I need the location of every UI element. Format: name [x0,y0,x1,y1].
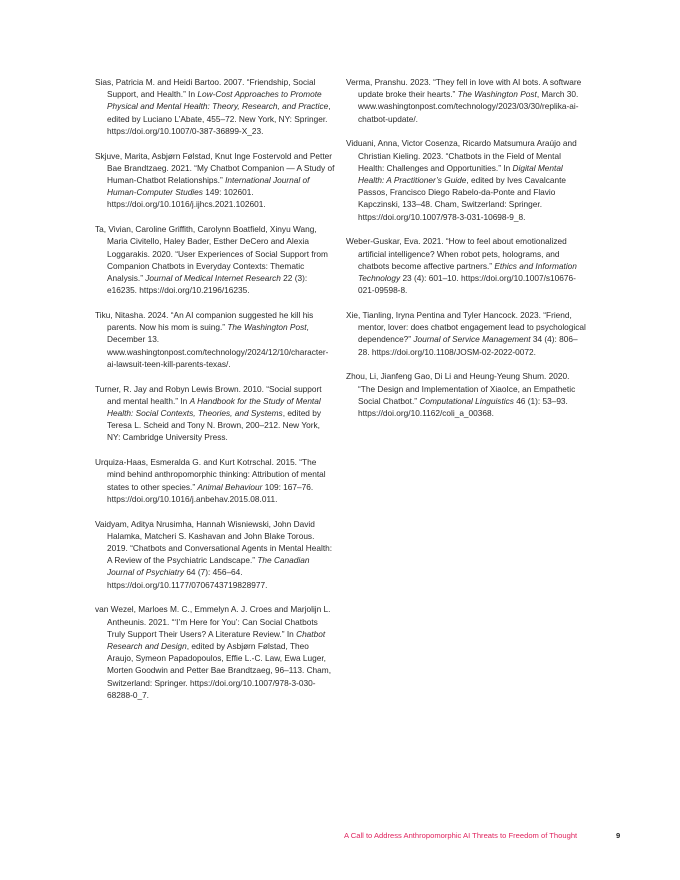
page-number: 9 [616,831,621,840]
references-left-column [95,76,335,714]
reference-entry: Verma, Pranshu. 2023. “They fell in love with AI bots. A software update broke their hearts.” The Washington Post, March 30. www.washingtonpost.com/technology/2023/03/30/replika-ai-chatbot-update/. [346,77,582,124]
reference-entry: Viduani, Anna, Victor Cosenza, Ricardo Matsumura Araújo and Christian Kieling. 2023. “Chatbots in the Field of Mental Health: Challenges and Opportunities.” In Digital Mental Health: A Practitioner’s Guide, edited by Ives Cavalcante Passos, Francisco Diego Rabelo-da-Ponte and Flavio Kapczinski, 133–48. Cham, Switzerland: Springer. https://doi.org/10.1007/978-3-031-10698-9_8. [346,138,577,222]
reference-entry: Sias, Patricia M. and Heidi Bartoo. 2007. “Friendship, Social Support, and Health.” In Low-Cost Approaches to Promote Physical and Mental Health: Theory, Research, and Practice, edited by Luciano L’Abate, 455–72. New York, NY: Springer. https://doi.org/10.1007/0-387-36899-X_23. [95,77,331,136]
reference-entry: Zhou, Li, Jianfeng Gao, Di Li and Heung-Yeung Shum. 2020. “The Design and Implementation of XiaoIce, an Empathetic Social Chatbot.” Computational Linguistics 46 (1): 53–93. https://doi.org/10.1162/coli_a_00368. [346,371,576,419]
references-right-column [346,76,586,432]
reference-entry: Turner, R. Jay and Robyn Lewis Brown. 2010. “Social support and mental health.” In A Handbook for the Study of Mental Health: Social Contexts, Theories, and Systems, edited by Teresa L. Scheid and Tony N. Brown, 200–212. New York, NY: Cambridge University Press. [95,383,322,443]
reference-entry: Tiku, Nitasha. 2024. “An AI companion suggested he kill his parents. Now his mom is suing.” The Washington Post, December 13. www.washingtonpost.com/technology/2024/12/10/character-ai-lawsuit-teen-kill-parents-texas/. [95,310,329,369]
reference-entry: van Wezel, Marloes M. C., Emmelyn A. J. Croes and Marjolijn L. Antheunis. 2021. “‘I’m Here for You’: Can Social Chatbots Truly Support Their Users? A Literature Review.” In Chatbot Research and Design, edited by Asbjørn Følstad, Theo Araujo, Symeon Papadopoulos, Effie L.-C. Law, Ewa Luger, Morten Goodwin and Petter Bae Brandtzaeg, 96–113. Cham, Switzerland: Springer. https://doi.org/10.1007/978-3-030-68288-0_7. [95,604,331,700]
reference-entry: Ta, Vivian, Caroline Griffith, Carolynn Boatfield, Xinyu Wang, Maria Civitello, Haley Bader, Esther DeCero and Alexia Loggarakis. 2020. “User Experiences of Social Support from Companion Chatbots in Everyday Contexts: Thematic Analysis.” Journal of Medical Internet Research 22 (3): e16235. https://doi.org/10.2196/16235. [95,224,328,296]
reference-entry: Weber-Guskar, Eva. 2021. “How to feel about emotionalized artificial intelligence? When robot pets, holograms, and chatbots become affective partners.” Ethics and Information Technology 23 (4): 601–10. https://doi.org/10.1007/s10676-021-09598-8. [346,236,577,296]
footer-title: A Call to Address Anthropomorphic AI Threats to Freedom of Thought [344,831,578,840]
reference-entry: Xie, Tianling, Iryna Pentina and Tyler Hancock. 2023. “Friend, mentor, lover: does chatbot engagement lead to psychological dependence?” Journal of Service Management 34 (4): 806–28. https://doi.org/10.1108/JOSM-02-2022-0072. [346,310,586,357]
page-footer [344,831,624,840]
reference-entry: Urquiza-Haas, Esmeralda G. and Kurt Kotrschal. 2015. “The mind behind anthropomorphic thinking: Attribution of mental states to other species.” Animal Behaviour 109: 167–76. https://doi.org/10.1016/j.anbehav.2015.08.011. [95,457,326,504]
reference-entry: Skjuve, Marita, Asbjørn Følstad, Knut Inge Fostervold and Petter Bae Brandtzaeg. 2021. “My Chatbot Companion — A Study of Human-Chatbot Relationships.” International Journal of Human-Computer Studies 149: 102601. https://doi.org/10.1016/j.ijhcs.2021.102601. [95,150,335,210]
reference-entry: Vaidyam, Aditya Nrusimha, Hannah Wisniewski, John David Halamka, Matcheri S. Kashavan and John Blake Torous. 2019. “Chatbots and Conversational Agents in Mental Health: A Review of the Psychiatric Landscape.” The Canadian Journal of Psychiatry 64 (7): 456–64. https://doi.org/10.1177/0706743719828977. [95,518,333,590]
